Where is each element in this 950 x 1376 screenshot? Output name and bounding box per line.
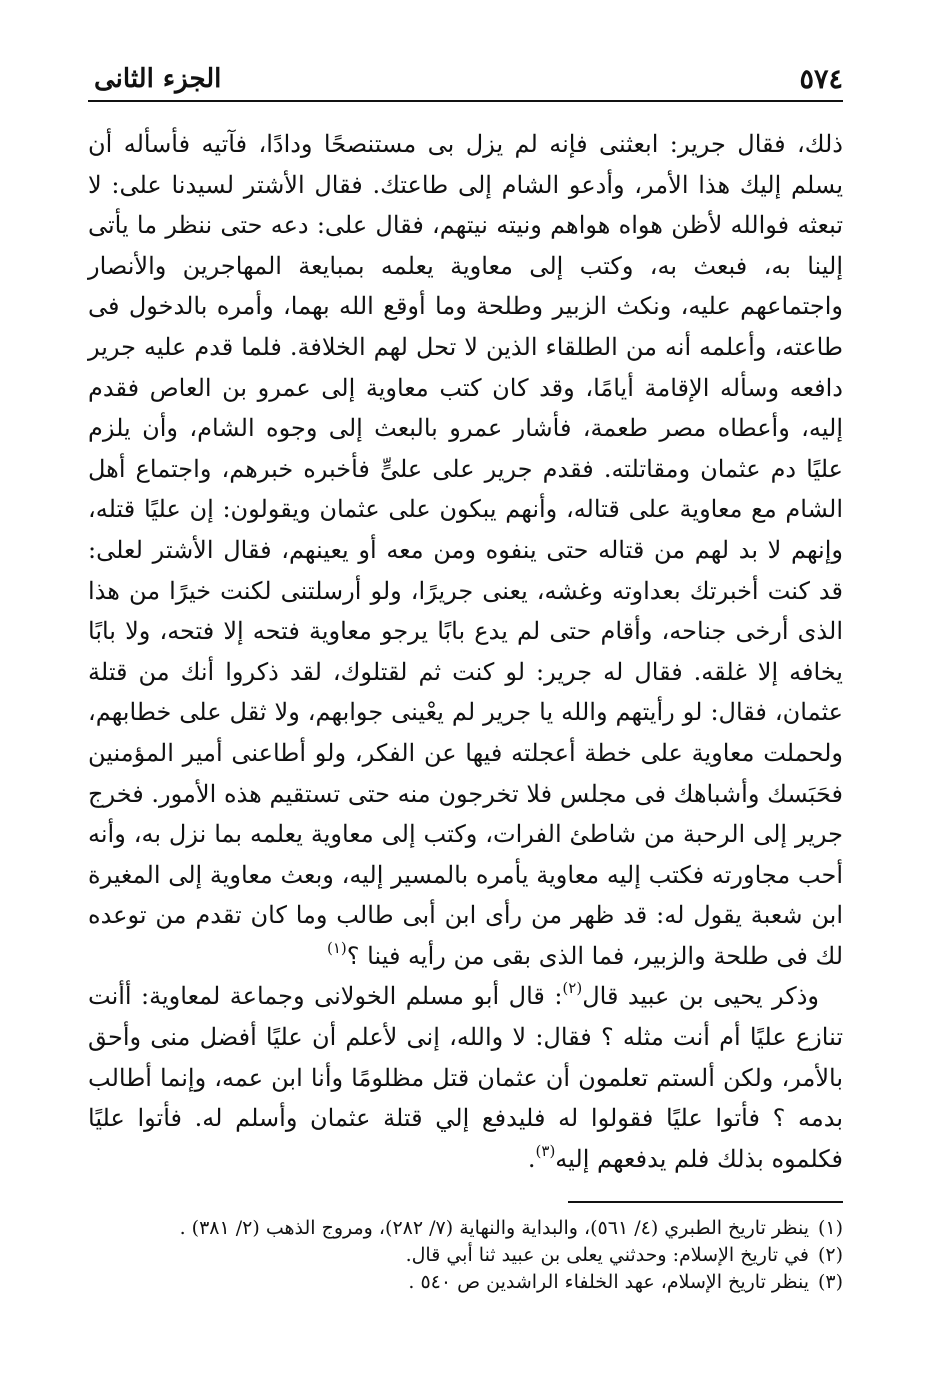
footnote-text: في تاريخ الإسلام: وحدثني يعلى بن عبيد ثنا أبي قال.: [405, 1244, 809, 1267]
footnote-number: (١): [817, 1217, 843, 1240]
paragraph-2-end: .: [527, 1144, 536, 1173]
part-title: الجزء الثانى: [94, 64, 222, 94]
footnotes: [88, 1215, 843, 1296]
footnote-number: (٣): [817, 1271, 843, 1294]
footnote-text: ينظر تاريخ الإسلام، عهد الخلفاء الراشدين ص ٥٤٠ .: [408, 1271, 809, 1294]
page-header: [88, 60, 843, 102]
footnote-3: [88, 1269, 843, 1296]
footnote-ref-3: (٣): [535, 1141, 556, 1160]
footnote-2: [88, 1242, 843, 1269]
paragraph-1-text: ذلك، فقال جرير: ابعثنى فإنه لم يزل بى مستنصحًا ودادًا، فآتيه فأسأله أن يسلم إليك هذا الأمر، وأدعو الشام إلى طاعتك. فقال الأشتر لسيدنا على: لا تبعثه فوالله لأظن هواه هواهم ونيته نيتهم، فقال على: دعه حتى ننظر ما يأتى إلينا به، فبعث به، وكتب إلى معاوية يعلمه بمبايعة المهاجرين والأنصار واجتماعهم عليه، ونكث الزبير وطلحة وما أوقع الله بهما، وأمره بالدخول فى طاعته، وأعلمه أنه من الطلقاء الذين لا تحل لهم الخلافة. فلما قدم عليه جرير دافعه وسأله الإقامة أيامًا، وقد كان كتب معاوية إلى عمرو بن العاص فقدم إليه، وأعطاه مصر طعمة، فأشار عمرو بالبعث إلى وجوه الشام، وأن يلزم عليًا دم عثمان ومقاتلته. فقدم جرير على علىٍّ فأخبره خبرهم، واجتماع أهل الشام مع معاوية على قتاله، وأنهم يبكون على عثمان ويقولون: إن عليًا قتله، وإنهم لا بد لهم من قتاله حتى ينفوه ومن معه أو يعينهم، فقال الأشتر لعلى: قد كنت أخبرتك بعداوته وغشه، يعنى جريرًا، ولو أرسلتنى لكنت خيرًا من هذا الذى أرخى جناحه، وأقام حتى لم يدع بابًا يرجو معاوية فتحه إلا فتحه، ولا بابًا يخافه إلا غلقه. فقال له جرير: لو كنت ثم لقتلوك، لقد ذكروا أنك من قتلة عثمان، فقال: لو رأيتهم والله يا جرير لم يعْينى جوابهم، ولا ثقل على خطابهم، ولحملت معاوية على خطة أعجلته فيها عن الفكر، ولو أطاعنى أمير المؤمنين فحَبَسك وأشباهك فى مجلس فلا تخرجون منه حتى تستقيم هذه الأمور. فخرج جرير إلى الرحبة من شاطئ الفرات، وكتب إلى معاوية يعلمه بما نزل به، وأنه أحب مجاورته فكتب إليه معاوية يأمره بالمسير إليه، وبعث معاوية إلى المغيرة ابن شعبة يقول له: قد ظهر من رأى ابن أبى طالب وما كان تقدم من توعده لك فى طلحة والزبير، فما الذى بقى من رأيه فينا ؟: [88, 130, 844, 970]
footnote-ref-2: (٢): [562, 979, 583, 998]
paragraph-1: [88, 124, 843, 976]
paragraph-2-start: وذكر يحيى بن عبيد قال: [582, 982, 819, 1011]
footnote-text: ينظر تاريخ الطبري (٤/ ٥٦١)، والبداية والنهاية (٧/ ٢٨٢)، ومروج الذهب (٢/ ٣٨١) .: [179, 1217, 809, 1240]
main-text: [88, 124, 843, 1179]
footnote-ref-1: (١): [327, 938, 347, 957]
footnote-divider: [568, 1201, 843, 1203]
page-number: ٥٧٤: [799, 64, 843, 95]
paragraph-2: [88, 976, 843, 1179]
paragraph-2-mid: : قال أبو مسلم الخولانى وجماعة لمعاوية: أأنت تنازع عليًا أم أنت مثله ؟ فقال: لا والله، إنى لأعلم أن عليًا أفضل منى وأحق بالأمر، ولكن ألستم تعلمون أن عثمان قتل مظلومًا وأنا ابن عمه، وإنما أطالب بدمه ؟ فأتوا عليًا فقولوا له فليدفع إلي قتلة عثمان وأسلم له. فأتوا عليًا فكلموه بذلك فلم يدفعهم إليه: [88, 982, 844, 1173]
book-page: [88, 60, 843, 1296]
footnote-1: [88, 1215, 843, 1242]
footnote-number: (٢): [817, 1244, 843, 1267]
